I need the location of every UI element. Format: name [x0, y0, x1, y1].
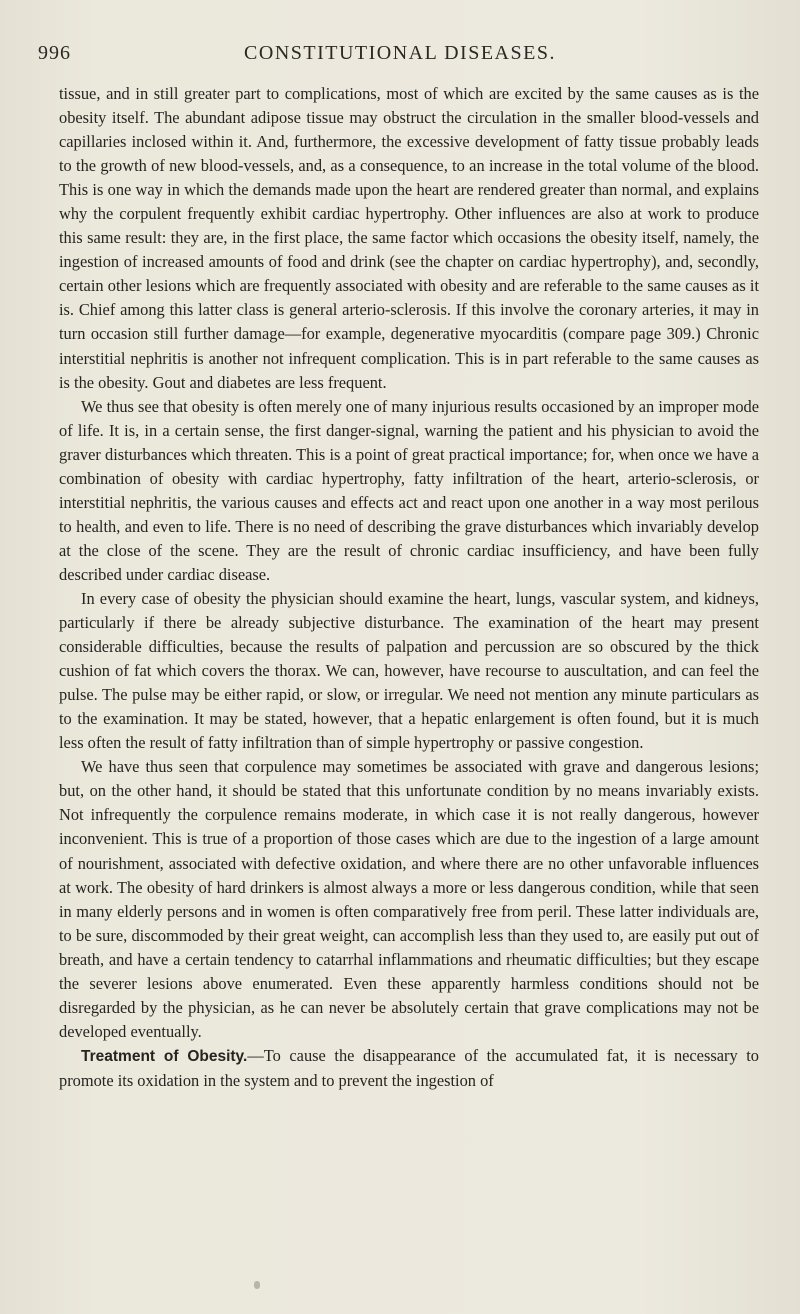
body-text — [59, 82, 759, 1093]
paragraph-obesity-danger-signal: We thus see that obesity is often merely one of many injurious results occasioned by an improper mode of life. It is, in a certain sense, the first danger-signal, warning the patient and his physician to avoid the graver disturbances which threaten. This is a point of great practical importance; for, when once we have a combination of obesity with cardiac hypertrophy, fatty infiltration of the heart, arterio-sclerosis, or interstitial nephritis, the various causes and effects act and react upon one another in a way most perilous to health, and even to life. There is no need of describing the grave disturbances which invariably develop at the close of the scene. They are the result of chronic cardiac insufficiency, and have been fully described under cardiac disease. — [59, 396, 759, 584]
page-number: 996 — [38, 42, 71, 64]
treatment-text: —To cause the disappearance of the accumulated fat, it is necessary to promote its oxidation in the system and to prevent the ingestion of — [59, 1045, 759, 1090]
paragraph-moderate-corpulence: We have thus seen that corpulence may sometimes be associated with grave and dangerous lesions; but, on the other hand, it should be stated that this unfortunate condition by no means invariably exists. Not infrequently the corpulence remains moderate, in which case it is not really dangerous, however inconvenient. This is true of a proportion of those cases which are due to the ingestion of a large amount of nourishment, associated with defective oxidation, and where there are no other unfavorable influences at work. The obesity of hard drinkers is almost always a more or less dangerous condition, while that seen in many elderly persons and in women is often comparatively free from peril. These latter individuals are, to be sure, discommoded by their great weight, can accomplish less than they used to, are easily put out of breath, and have a certain tendency to catarrhal inflammations and rheumatic difficulties; but they escape the severer lesions above enumerated. Even these apparently harmless conditions should not be disregarded by the physician, as he can never be absolutely certain that grave complications may not be developed eventually. — [59, 757, 759, 1041]
ink-speck — [254, 1281, 260, 1289]
paragraph-continuation: tissue, and in still greater part to complications, most of which are excited by the same causes as is the obesity itself. The abundant adipose tissue may obstruct the circulation in the smaller blood-vessels and capillaries inclosed within it. And, furthermore, the excessive development of fatty tissue probably leads to the growth of new blood-vessels, and, as a consequence, to an increase in the total volume of the blood. This is one way in which the demands made upon the heart are rendered greater than normal, and explains why the corpulent frequently exhibit cardiac hypertrophy. Other influences are also at work to produce this same result: they are, in the first place, the same factor which occasions the obesity itself, namely, the ingestion of increased amounts of food and drink (see the chapter on cardiac hypertrophy), and, secondly, certain other lesions which are frequently associated with obesity and are referable to the same causes as it is. Chief among this latter class is general arterio-sclerosis. If this involve the coronary arteries, it may in turn occasion still further damage—for example, degenerative myocarditis (compare page 309.) Chronic interstitial nephritis is another not infrequent complication. This is in part referable to the same causes as is the obesity. Gout and diabetes are less frequent. — [59, 84, 759, 392]
paragraph-examination: In every case of obesity the physician should examine the heart, lungs, vascular system, and kidneys, particularly if there be already subjective disturbance. The examination of the heart may present considerable difficulties, because the results of palpation and percussion are so obscured by the thick cushion of fat which covers the thorax. We can, however, have recourse to auscultation, and can feel the pulse. The pulse may be either rapid, or slow, or irregular. We need not mention any minute particulars as to the examination. It may be stated, however, that a hepatic enlargement is often found, but it is much less often the result of fatty infiltration than of simple hypertrophy or passive congestion. — [59, 588, 759, 753]
paragraph-treatment — [59, 1044, 759, 1093]
page-header — [0, 42, 800, 72]
running-head: CONSTITUTIONAL DISEASES. — [244, 42, 556, 64]
treatment-heading: Treatment of Obesity. — [81, 1047, 248, 1065]
